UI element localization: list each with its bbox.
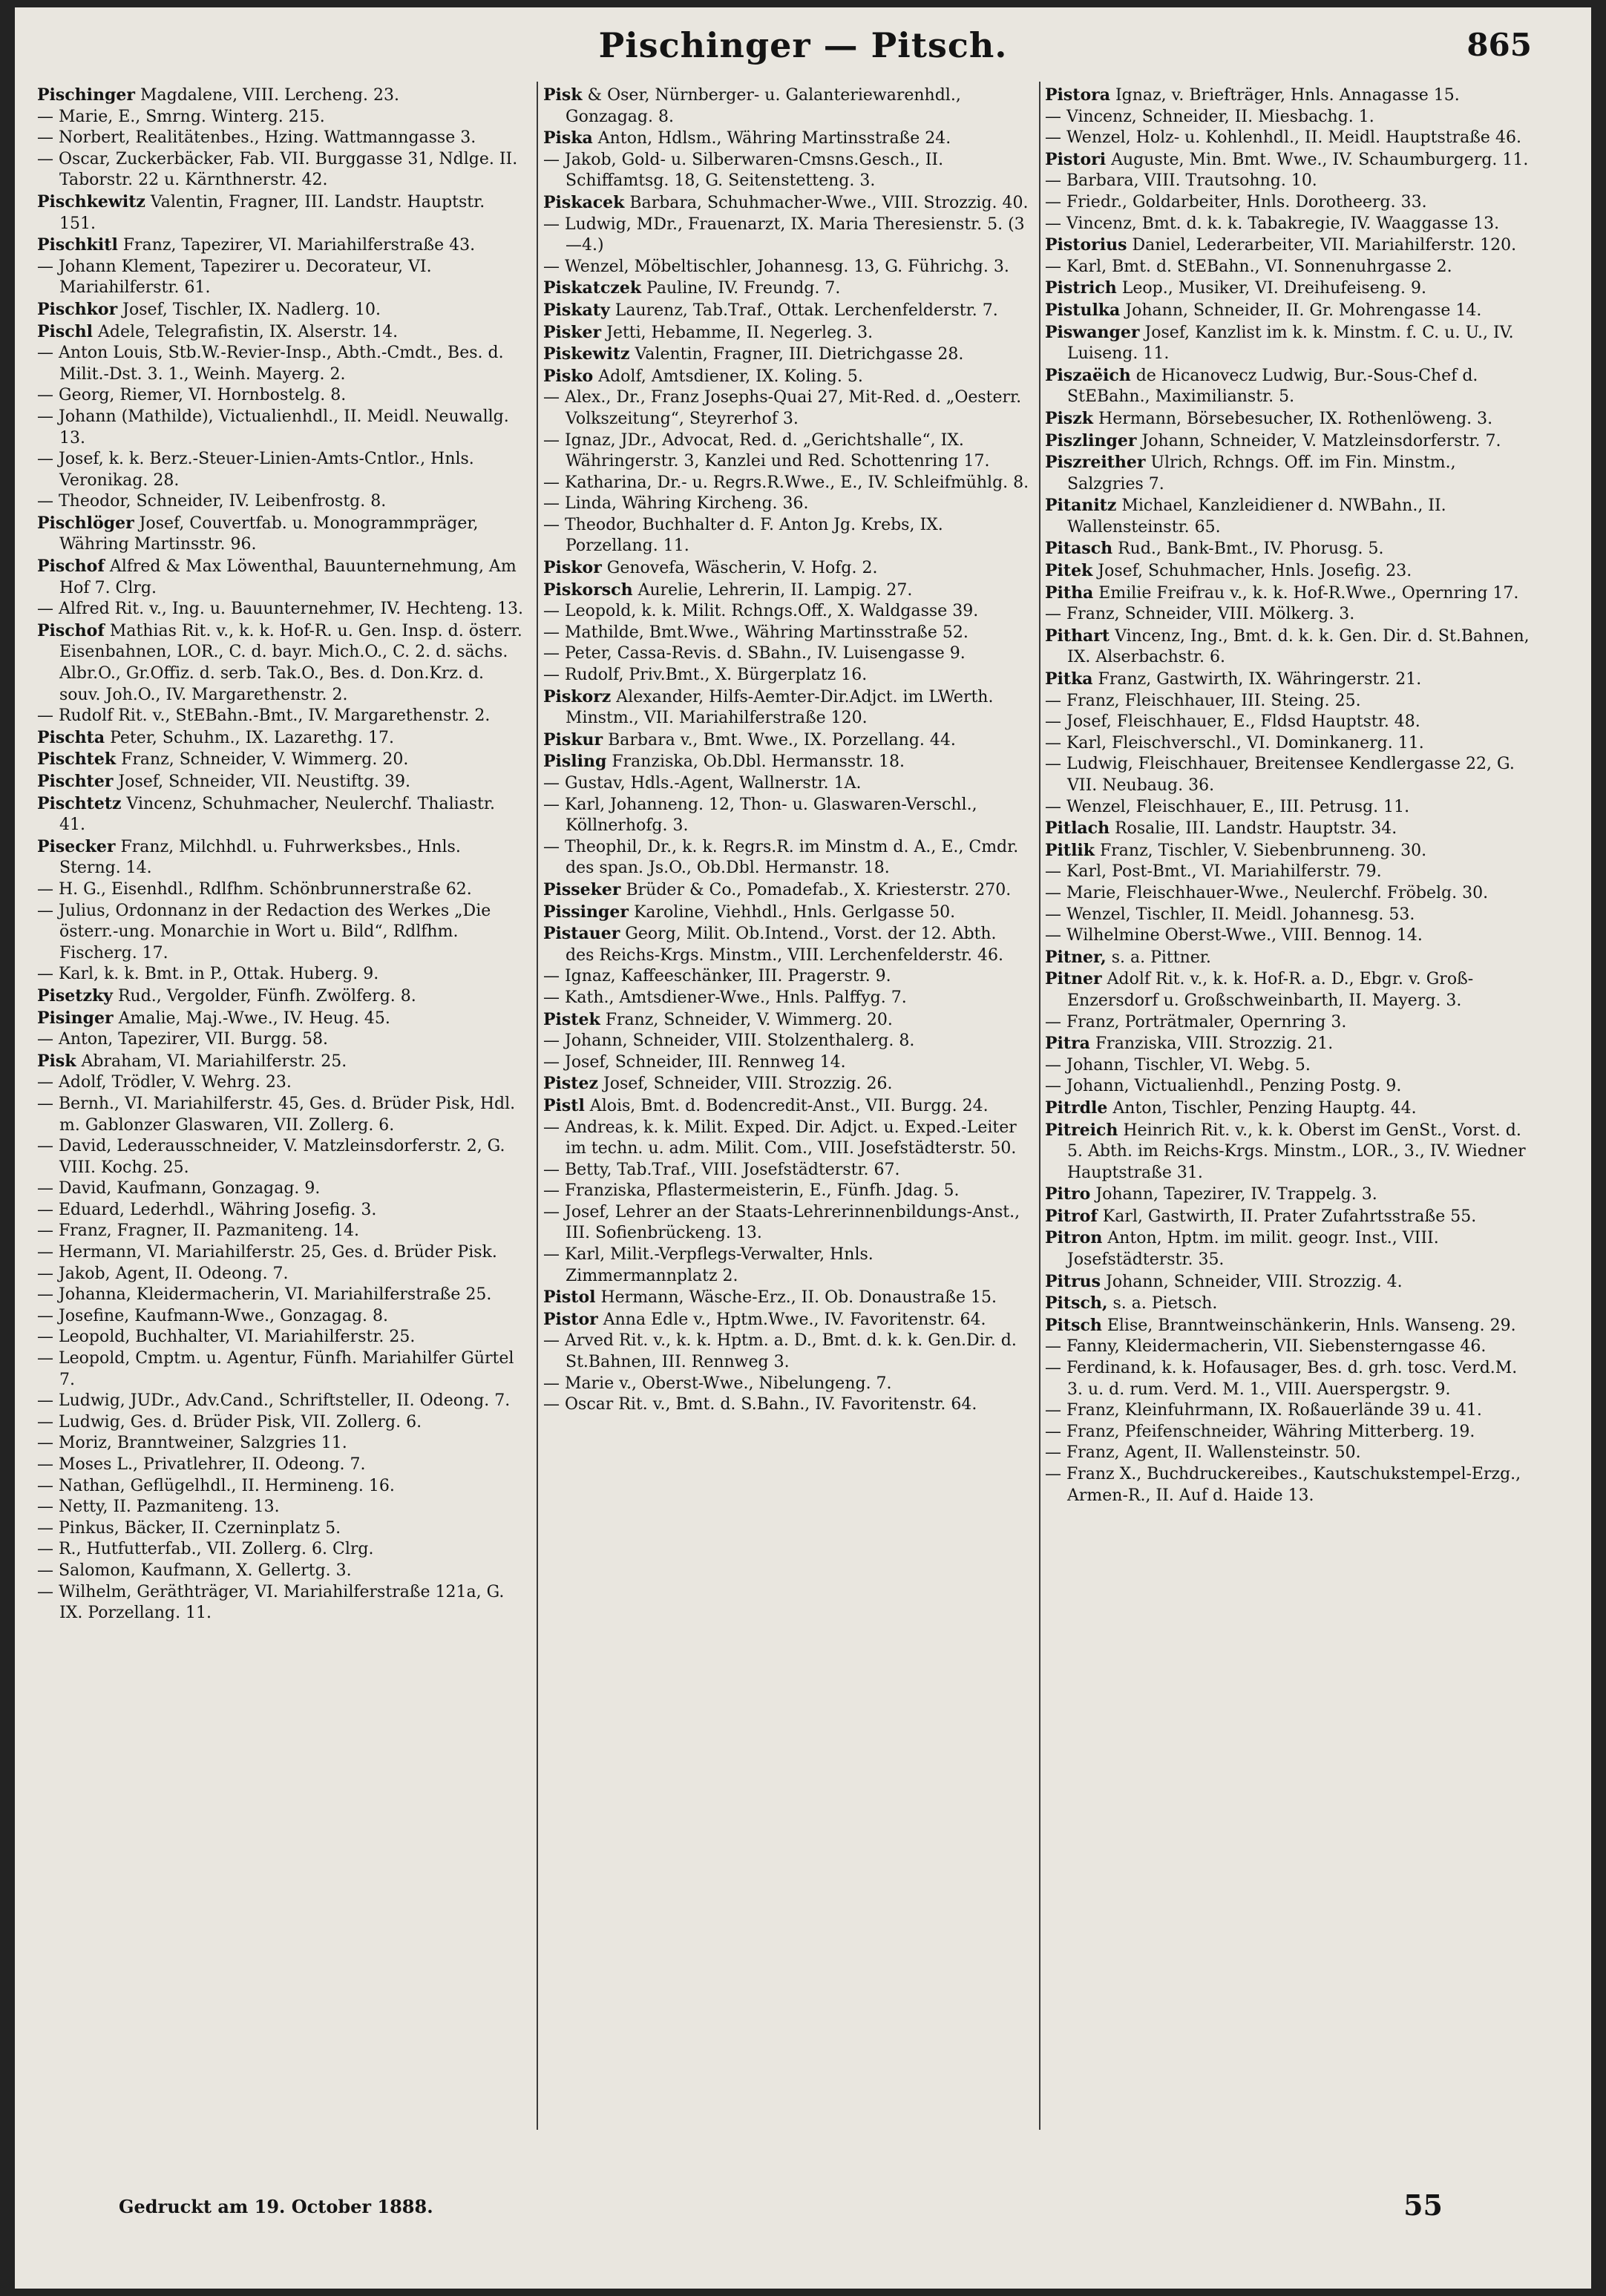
directory-entry: Pitrus Johann, Schneider, VIII. Strozzig. 4. <box>1045 1271 1403 1291</box>
directory-entry: — Ludwig, Ges. d. Brüder Pisk, VII. Zollerg. 6. <box>37 1412 422 1431</box>
directory-entry: Pistulka Johann, Schneider, II. Gr. Mohrengasse 14. <box>1045 300 1482 320</box>
entry-headword: Piskorz <box>543 686 612 706</box>
signature-mark: 55 <box>1403 2188 1443 2222</box>
directory-entry: — Franz, Fleischhauer, III. Steing. 25. <box>1045 691 1361 710</box>
entry-headword: Pistl <box>543 1095 585 1115</box>
page-header <box>59 21 1547 73</box>
directory-entry: — Oscar Rit. v., Bmt. d. S.Bahn., IV. Favoritenstr. 64. <box>543 1395 977 1414</box>
entry-headword: Pistrich <box>1045 278 1117 298</box>
directory-entry: Pitron Anton, Hptm. im milit. geogr. Inst., VIII. Josefstädterstr. 35. <box>1045 1228 1439 1270</box>
entry-headword: Pisetzky <box>37 985 113 1006</box>
entry-headword: Pischinger <box>37 85 135 105</box>
directory-entry: — Rudolf Rit. v., StEBahn.-Bmt., IV. Margarethenstr. 2. <box>37 706 491 726</box>
directory-entry: — Karl, Post-Bmt., VI. Mariahilferstr. 79. <box>1045 862 1382 882</box>
directory-entry: — Marie, E., Smrng. Winterg. 215. <box>37 107 325 126</box>
entry-headword: Pisecker <box>37 836 116 856</box>
entry-headword: Piskorsch <box>543 580 633 600</box>
directory-entry: — Ignaz, JDr., Advocat, Red. d. „Gerichtshalle“, IX. Währingerstr. 3, Kanzlei und Red. Schottenring 17. <box>543 430 990 471</box>
directory-entry: Pitner Adolf Rit. v., k. k. Hof-R. a. D., Ebgr. v. Groß-Enzersdorf u. Großschweinbarth, II. Mayerg. 3. <box>1045 969 1474 1010</box>
entry-headword: Pisko <box>543 366 594 386</box>
directory-entry: — Julius, Ordonnanz in der Redaction des Werkes „Die österr.-ung. Monarchie in Wort u. Bild“, Rdlfhm. Fischerg. 17. <box>37 901 491 962</box>
column-left <box>37 85 523 2162</box>
entry-headword: Pischof <box>37 557 105 577</box>
directory-entry: — Andreas, k. k. Milit. Exped. Dir. Adjct. u. Exped.-Leiter im techn. u. adm. Milit. Com., VIII. Josefstädterstr. 50. <box>543 1118 1017 1158</box>
entry-headword: Pitron <box>1045 1228 1103 1248</box>
directory-entry: — Johann, Tischler, VI. Webg. 5. <box>1045 1055 1311 1075</box>
running-head: Pischinger — Pitsch. <box>598 25 1008 65</box>
directory-entry: Pistora Ignaz, v. Briefträger, Hnls. Annagasse 15. <box>1045 85 1460 105</box>
directory-entry: — Anton, Tapezirer, VII. Burgg. 58. <box>37 1030 328 1049</box>
entry-headword: Piskor <box>543 558 602 578</box>
directory-entry: — Kath., Amtsdiener-Wwe., Hnls. Palffyg. 7. <box>543 988 907 1007</box>
entry-headword: Pitanitz <box>1045 496 1117 516</box>
entry-headword: Pisker <box>543 322 602 342</box>
directory-entry: — Wenzel, Tischler, II. Meidl. Johannesg. 53. <box>1045 905 1415 924</box>
directory-entry: Piska Anton, Hdlsm., Währing Martinsstraße 24. <box>543 128 951 148</box>
page-number: 865 <box>1466 27 1532 63</box>
directory-entry: Pisko Adolf, Amtsdiener, IX. Koling. 5. <box>543 366 863 386</box>
entry-headword: Piszk <box>1045 408 1094 428</box>
directory-entry: Pisseker Brüder & Co., Pomadefab., X. Kriesterstr. 270. <box>543 879 1012 899</box>
directory-entry: Piskewitz Valentin, Fragner, III. Dietrichgasse 28. <box>543 344 964 364</box>
directory-entry: Piszaëich de Hicanovecz Ludwig, Bur.-Sous-Chef d. StEBahn., Maximilianstr. 5. <box>1045 365 1478 407</box>
entry-headword: Pitner, <box>1045 947 1107 967</box>
directory-entry: Piskur Barbara v., Bmt. Wwe., IX. Porzellang. 44. <box>543 729 956 750</box>
directory-entry: — Jakob, Agent, II. Odeong. 7. <box>37 1264 289 1283</box>
directory-entry: — David, Lederausschneider, V. Matzleinsdorferstr. 2, G. VIII. Kochg. 25. <box>37 1137 505 1177</box>
directory-entry: Pitreich Heinrich Rit. v., k. k. Oberst im GenSt., Vorst. d. 5. Abth. im Reichs-Krgs. Minstm., LOR., 3., IV. Wiedner Hauptstraße 31. <box>1045 1120 1526 1182</box>
directory-entry: Pischtetz Vincenz, Schuhmacher, Neulerchf. Thaliastr. 41. <box>37 793 495 835</box>
entry-headword: Pistor <box>543 1309 598 1329</box>
directory-entry: — Moriz, Branntweiner, Salzgries 11. <box>37 1434 347 1453</box>
directory-entry: Pitek Josef, Schuhmacher, Hnls. Josefig. 23. <box>1045 561 1412 581</box>
directory-entry: — Leopold, Cmptm. u. Agentur, Fünfh. Mariahilfer Gürtel 7. <box>37 1349 514 1389</box>
entry-headword: Pitrof <box>1045 1206 1098 1226</box>
entry-headword: Pissinger <box>543 902 629 922</box>
entry-headword: Pitek <box>1045 561 1093 581</box>
directory-entry: Pitsch Elise, Branntweinschänkerin, Hnls. Wanseng. 29. <box>1045 1315 1516 1335</box>
directory-entry: — Karl, Johanneng. 12, Thon- u. Glaswaren-Verschl., Köllnerhofg. 3. <box>543 795 977 836</box>
entry-headword: Pischtek <box>37 750 117 770</box>
directory-entry: — Moses L., Privatlehrer, II. Odeong. 7. <box>37 1455 366 1474</box>
entry-headword: Piskaty <box>543 300 610 320</box>
entry-headword: Pischl <box>37 321 94 341</box>
directory-entry: Pitsch, s. a. Pietsch. <box>1045 1293 1218 1313</box>
entry-headword: Pistez <box>543 1074 598 1094</box>
entry-headword: Pistori <box>1045 149 1107 169</box>
directory-entry: Pitner, s. a. Pittner. <box>1045 947 1211 967</box>
directory-entry: Pitanitz Michael, Kanzleidiener d. NWBahn., II. Wallensteinstr. 65. <box>1045 496 1446 537</box>
directory-entry: Pischof Mathias Rit. v., k. k. Hof-R. u. Gen. Insp. d. österr. Eisenbahnen, LOR., C. d. bayr. Mich.O., C. 2. d. sächs. Albr.O., Gr.Offiz. d. serb. Tak.O., Bes. d. Don.Krz. d. souv. Joh.O., IV. Margarethenstr. 2. <box>37 620 522 704</box>
directory-entry: Pischkitl Franz, Tapezirer, VI. Mariahilferstraße 43. <box>37 235 476 255</box>
directory-entry: Piskacek Barbara, Schuhmacher-Wwe., VIII. Strozzig. 40. <box>543 192 1029 212</box>
directory-entry: Pisk Abraham, VI. Mariahilferstr. 25. <box>37 1051 347 1071</box>
entry-headword: Pitrdle <box>1045 1098 1108 1118</box>
directory-entry: — Rudolf, Priv.Bmt., X. Bürgerplatz 16. <box>543 666 868 685</box>
directory-entry: — Jakob, Gold- u. Silberwaren-Cmsns.Gesch., II. Schiffamtsg. 18, G. Seitenstetteng. 3. <box>543 150 944 191</box>
directory-entry: Pitasch Rud., Bank-Bmt., IV. Phorusg. 5. <box>1045 539 1384 559</box>
directory-entry: — Josef, Schneider, III. Rennweg 14. <box>543 1052 846 1072</box>
directory-entry: — Ignaz, Kaffeeschänker, III. Pragerstr. 9. <box>543 967 891 986</box>
entry-headword: Pitlik <box>1045 840 1095 860</box>
entry-headword: Piskur <box>543 729 603 750</box>
directory-entry: — Wenzel, Holz- u. Kohlenhdl., II. Meidl. Hauptstraße 46. <box>1045 128 1521 148</box>
directory-page <box>15 7 1591 2289</box>
directory-entry: Pitrof Karl, Gastwirth, II. Prater Zufahrtsstraße 55. <box>1045 1206 1477 1226</box>
directory-entry: Pistori Auguste, Min. Bmt. Wwe., IV. Schaumburgerg. 11. <box>1045 149 1529 169</box>
directory-entry: Pisling Franziska, Ob.Dbl. Hermansstr. 18. <box>543 752 905 772</box>
directory-entry: — Eduard, Lederhdl., Währing Josefig. 3. <box>37 1200 377 1219</box>
entry-headword: Pischof <box>37 620 105 640</box>
directory-entry: — Franziska, Pflastermeisterin, E., Fünfh. Jdag. 5. <box>543 1181 960 1201</box>
directory-entry: — Franz, Porträtmaler, Opernring 3. <box>1045 1012 1347 1031</box>
entry-headword: Pitka <box>1045 669 1093 689</box>
directory-entry: — Franz X., Buchdruckereibes., Kautschukstempel-Erzg., Armen-R., II. Auf d. Haide 13. <box>1045 1465 1521 1505</box>
directory-entry: Pischkor Josef, Tischler, IX. Nadlerg. 10. <box>37 299 381 319</box>
entry-headword: Pisk <box>543 85 583 105</box>
directory-entry: — Karl, k. k. Bmt. in P., Ottak. Huberg. 9. <box>37 965 379 984</box>
directory-entry: Pissinger Karoline, Viehhdl., Hnls. Gerlgasse 50. <box>543 902 956 922</box>
entry-headword: Pistorius <box>1045 235 1127 255</box>
directory-entry: — Adolf, Trödler, V. Wehrg. 23. <box>37 1073 292 1092</box>
directory-entry: — Wilhelm, Geräthträger, VI. Mariahilferstraße 121a, G. IX. Porzellang. 11. <box>37 1582 505 1623</box>
entry-headword: Pischkor <box>37 299 118 319</box>
directory-entry: Pistl Alois, Bmt. d. Bodencredit-Anst., VII. Burgg. 24. <box>543 1095 989 1115</box>
entry-headword: Pitlach <box>1045 819 1110 839</box>
directory-entry: — Hermann, VI. Mariahilferstr. 25, Ges. d. Brüder Pisk. <box>37 1243 497 1262</box>
directory-entry: Pistez Josef, Schneider, VIII. Strozzig. 26. <box>543 1074 893 1094</box>
directory-entry: — Arved Rit. v., k. k. Hptm. a. D., Bmt. d. k. k. Gen.Dir. d. St.Bahnen, III. Rennweg 3. <box>543 1331 1017 1372</box>
entry-headword: Pischlöger <box>37 513 134 533</box>
print-date: Gedruckt am 19. October 1888. <box>119 2196 433 2217</box>
directory-entry: — Pinkus, Bäcker, II. Czerninplatz 5. <box>37 1518 341 1538</box>
directory-entry: — Leopold, Buchhalter, VI. Mariahilferstr. 25. <box>37 1328 416 1347</box>
directory-entry: — Franz, Kleinfuhrmann, IX. Roßauerlände 39 u. 41. <box>1045 1401 1482 1420</box>
directory-entry: Pisetzky Rud., Vergolder, Fünfh. Zwölferg. 8. <box>37 985 416 1006</box>
entry-headword: Pitreich <box>1045 1120 1118 1140</box>
entry-headword: Pischkewitz <box>37 191 145 211</box>
directory-entry: — Friedr., Goldarbeiter, Hnls. Dorotheerg. 33. <box>1045 192 1427 211</box>
directory-entry: — Franz, Fragner, II. Pazmaniteng. 14. <box>37 1221 360 1241</box>
directory-entry: Pitra Franziska, VIII. Strozzig. 21. <box>1045 1034 1334 1054</box>
entry-headword: Pistora <box>1045 85 1110 105</box>
directory-entry: Piskorz Alexander, Hilfs-Aemter-Dir.Adjct. im LWerth. Minstm., VII. Mariahilferstraße 120. <box>543 686 994 728</box>
directory-entry: — Johann, Schneider, VIII. Stolzenthalerg. 8. <box>543 1031 915 1051</box>
directory-entry: — Ferdinand, k. k. Hofausager, Bes. d. grh. tosc. Verd.M. 3. u. d. rum. Verd. M. 1., VIII. Auerspergstr. 9. <box>1045 1359 1518 1399</box>
directory-entry: Piskorsch Aurelie, Lehrerin, II. Lampig. 27. <box>543 580 913 600</box>
entry-headword: Piskewitz <box>543 344 630 364</box>
directory-entry: — Josef, k. k. Berz.-Steuer-Linien-Amts-Cntlor., Hnls. Veronikag. 28. <box>37 450 474 490</box>
directory-entry: — Linda, Währing Kircheng. 36. <box>543 494 809 514</box>
directory-entry: Pischl Adele, Telegrafistin, IX. Alserstr. 14. <box>37 321 399 341</box>
directory-entry: Pithart Vincenz, Ing., Bmt. d. k. k. Gen. Dir. d. St.Bahnen, IX. Alserbachstr. 6. <box>1045 626 1530 667</box>
column-middle <box>543 85 1029 2162</box>
directory-entry: — Franz, Schneider, VIII. Mölkerg. 3. <box>1045 605 1355 624</box>
entry-headword: Pitner <box>1045 969 1102 989</box>
directory-entry: — Josef, Fleischhauer, E., Fldsd Hauptstr. 48. <box>1045 712 1420 732</box>
directory-entry: Piskor Genovefa, Wäscherin, V. Hofg. 2. <box>543 558 878 578</box>
directory-entry: — Leopold, k. k. Milit. Rchngs.Off., X. Waldgasse 39. <box>543 602 979 621</box>
directory-entry: — Wenzel, Fleischhauer, E., III. Petrusg. 11. <box>1045 797 1410 816</box>
entry-headword: Piszreither <box>1045 453 1146 473</box>
entry-headword: Pithart <box>1045 626 1110 646</box>
directory-entry: — Karl, Bmt. d. StEBahn., VI. Sonnenuhrgasse 2. <box>1045 257 1452 276</box>
directory-entry: — Marie, Fleischhauer-Wwe., Neulerchf. Fröbelg. 30. <box>1045 883 1489 902</box>
entry-headword: Piszaëich <box>1045 365 1131 385</box>
directory-entry: Pitrdle Anton, Tischler, Penzing Hauptg. 44. <box>1045 1098 1417 1118</box>
column-rule <box>1039 82 1040 2130</box>
directory-entry: — Karl, Milit.-Verpflegs-Verwalter, Hnls. Zimmermannplatz 2. <box>543 1245 874 1285</box>
directory-entry: — Franz, Agent, II. Wallensteinstr. 50. <box>1045 1443 1361 1463</box>
directory-entry: — Peter, Cassa-Revis. d. SBahn., IV. Luisengasse 9. <box>543 644 966 663</box>
directory-entry: Piszreither Ulrich, Rchngs. Off. im Fin. Minstm., Salzgries 7. <box>1045 453 1456 493</box>
entry-headword: Pisinger <box>37 1008 114 1028</box>
directory-entry: — Franz, Pfeifenschneider, Währing Mitterberg. 19. <box>1045 1422 1475 1441</box>
column-rule <box>537 82 538 2130</box>
directory-entry: — Ludwig, Fleischhauer, Breitensee Kendlergasse 22, G. VII. Neubaug. 36. <box>1045 755 1515 795</box>
directory-entry: Pistauer Georg, Milit. Ob.Intend., Vorst. der 12. Abth. des Reichs-Krgs. Minstm., VIII. Lerchenfelderstr. 46. <box>543 924 1004 965</box>
directory-entry: Pisker Jetti, Hebamme, II. Negerleg. 3. <box>543 322 874 342</box>
directory-entry: Pitro Johann, Tapezirer, IV. Trappelg. 3. <box>1045 1184 1377 1204</box>
entry-headword: Piskatczek <box>543 278 642 298</box>
entry-headword: Pistauer <box>543 924 620 944</box>
directory-entry: Piskatczek Pauline, IV. Freundg. 7. <box>543 278 841 298</box>
column-right <box>1045 85 1531 2162</box>
directory-entry: — Johanna, Kleidermacherin, VI. Mariahilferstraße 25. <box>37 1285 492 1305</box>
directory-entry: Pischtek Franz, Schneider, V. Wimmerg. 20. <box>37 750 409 770</box>
directory-entry: — H. G., Eisenhdl., Rdlfhm. Schönbrunnerstraße 62. <box>37 879 472 899</box>
directory-entry: Pistor Anna Edle v., Hptm.Wwe., IV. Favoritenstr. 64. <box>543 1309 986 1329</box>
directory-entry: — Vincenz, Bmt. d. k. k. Tabakregie, IV. Waaggasse 13. <box>1045 214 1500 233</box>
directory-entry: — Barbara, VIII. Trautsohng. 10. <box>1045 171 1317 191</box>
directory-entry: Piskaty Laurenz, Tab.Traf., Ottak. Lerchenfelderstr. 7. <box>543 300 998 320</box>
directory-entry: Pischkewitz Valentin, Fragner, III. Landstr. Hauptstr. 151. <box>37 191 485 233</box>
directory-entry: — Bernh., VI. Mariahilferstr. 45, Ges. d. Brüder Pisk, Hdl. m. Gablonzer Glaswaren, VII. Zollerg. 6. <box>37 1094 516 1135</box>
directory-entry: — Theodor, Schneider, IV. Leibenfrostg. 8. <box>37 492 387 511</box>
directory-entry: — Mathilde, Bmt.Wwe., Währing Martinsstraße 52. <box>543 623 968 642</box>
entry-headword: Piska <box>543 128 593 148</box>
directory-entry: — Vincenz, Schneider, II. Miesbachg. 1. <box>1045 107 1374 126</box>
directory-entry: Pitlik Franz, Tischler, V. Siebenbrunneng. 30. <box>1045 840 1427 860</box>
entry-headword: Pischtetz <box>37 793 122 813</box>
entry-headword: Piskacek <box>543 192 625 212</box>
directory-entry: Piszlinger Johann, Schneider, V. Matzleinsdorferstr. 7. <box>1045 430 1501 450</box>
directory-entry: — Wenzel, Möbeltischler, Johannesg. 13, G. Führichg. 3. <box>543 257 1009 276</box>
directory-entry: — Ludwig, MDr., Frauenarzt, IX. Maria Theresienstr. 5. (3—4.) <box>543 214 1025 255</box>
directory-entry: — Karl, Fleischverschl., VI. Dominkanerg. 11. <box>1045 733 1424 752</box>
directory-entry: Pitha Emilie Freifrau v., k. k. Hof-R.Wwe., Opernring 17. <box>1045 583 1519 603</box>
directory-entry: — Theodor, Buchhalter d. F. Anton Jg. Krebs, IX. Porzellang. 11. <box>543 515 943 556</box>
directory-entry: — Johann Klement, Tapezirer u. Decorateur, VI. Mariahilferstr. 61. <box>37 257 432 298</box>
entry-headword: Pitha <box>1045 583 1094 603</box>
directory-entry: — Johann, Victualienhdl., Penzing Postg. 9. <box>1045 1077 1402 1096</box>
entry-headword: Piswanger <box>1045 322 1140 342</box>
entry-headword: Pistek <box>543 1009 600 1029</box>
directory-entry: — Johann (Mathilde), Victualienhdl., II. Meidl. Neuwallg. 13. <box>37 407 509 447</box>
directory-entry: Pistol Hermann, Wäsche-Erz., II. Ob. Donaustraße 15. <box>543 1288 997 1308</box>
directory-entry: — Gustav, Hdls.-Agent, Wallnerstr. 1A. <box>543 774 862 793</box>
entry-headword: Pitasch <box>1045 539 1113 559</box>
directory-entry: Pischinger Magdalene, VIII. Lercheng. 23. <box>37 85 399 105</box>
directory-entry: Pitka Franz, Gastwirth, IX. Währingerstr. 21. <box>1045 669 1422 689</box>
directory-entry: — Wilhelmine Oberst-Wwe., VIII. Bennog. 14. <box>1045 926 1423 945</box>
directory-entry: Pitlach Rosalie, III. Landstr. Hauptstr. 34. <box>1045 819 1397 839</box>
directory-entry: — Marie v., Oberst-Wwe., Nibelungeng. 7. <box>543 1374 892 1393</box>
directory-entry: — Salomon, Kaufmann, X. Gellertg. 3. <box>37 1561 352 1580</box>
entry-headword: Pistulka <box>1045 300 1121 320</box>
directory-entry: — Ludwig, JUDr., Adv.Cand., Schriftsteller, II. Odeong. 7. <box>37 1391 511 1411</box>
entry-headword: Pistol <box>543 1288 596 1308</box>
directory-entry: — Theophil, Dr., k. k. Regrs.R. im Minstm d. A., E., Cmdr. des span. Js.O., Ob.Dbl. Hermanstr. 18. <box>543 837 1019 878</box>
directory-entry: Pisinger Amalie, Maj.-Wwe., IV. Heug. 45. <box>37 1008 390 1028</box>
entry-headword: Pisk <box>37 1051 76 1071</box>
directory-entry: Pischlöger Josef, Couvertfab. u. Monogrammpräger, Währing Martinsstr. 96. <box>37 513 479 554</box>
entry-headword: Pitrus <box>1045 1271 1101 1291</box>
directory-entry: — Josef, Lehrer an der Staats-Lehrerinnenbildungs-Anst., III. Sofienbrückeng. 13. <box>543 1202 1020 1243</box>
entry-headword: Pisseker <box>543 879 621 899</box>
entry-headword: Pischkitl <box>37 235 118 255</box>
directory-entry: — R., Hutfutterfab., VII. Zollerg. 6. Clrg. <box>37 1540 374 1559</box>
directory-entry: — Fanny, Kleidermacherin, VII. Siebensterngasse 46. <box>1045 1337 1487 1357</box>
entry-headword: Pitsch <box>1045 1315 1102 1335</box>
entry-headword: Piszlinger <box>1045 430 1137 450</box>
entry-headword: Pitro <box>1045 1184 1091 1204</box>
directory-entry: Pisk & Oser, Nürnberger- u. Galanteriewarenhdl., Gonzagag. 8. <box>543 85 961 126</box>
entry-headword: Pischter <box>37 772 114 791</box>
directory-entry: Pistek Franz, Schneider, V. Wimmerg. 20. <box>543 1009 893 1029</box>
directory-entry: — Netty, II. Pazmaniteng. 13. <box>37 1498 280 1517</box>
entry-headword: Pitra <box>1045 1034 1090 1054</box>
directory-entry: Piswanger Josef, Kanzlist im k. k. Minstm. f. C. u. U., IV. Luiseng. 11. <box>1045 322 1514 364</box>
directory-entry: — Katharina, Dr.- u. Regrs.R.Wwe., E., IV. Schleifmühlg. 8. <box>543 473 1029 492</box>
directory-entry: — Oscar, Zuckerbäcker, Fab. VII. Burggasse 31, Ndlge. II. Taborstr. 22 u. Kärnthnerstr. 42. <box>37 149 518 190</box>
directory-entry: — Betty, Tab.Traf., VIII. Josefstädterstr. 67. <box>543 1160 900 1179</box>
entry-headword: Pischta <box>37 727 105 747</box>
directory-entry: Pischter Josef, Schneider, VII. Neustiftg. 39. <box>37 772 411 791</box>
directory-entry: — David, Kaufmann, Gonzagag. 9. <box>37 1179 321 1198</box>
directory-entry: — Alex., Dr., Franz Josephs-Quai 27, Mit-Red. d. „Oesterr. Volkszeitung“, Steyrerhof 3. <box>543 388 1022 428</box>
directory-entry: — Nathan, Geflügelhdl., II. Hermineng. 16. <box>37 1476 395 1495</box>
directory-entry: — Alfred Rit. v., Ing. u. Bauunternehmer, IV. Hechteng. 13. <box>37 600 523 619</box>
directory-entry: Pischof Alfred & Max Löwenthal, Bauunternehmung, Am Hof 7. Clrg. <box>37 557 517 597</box>
directory-entry: Pischta Peter, Schuhm., IX. Lazarethg. 17. <box>37 727 394 747</box>
page-footer <box>45 2185 1561 2230</box>
directory-entry: — Anton Louis, Stb.W.-Revier-Insp., Abth.-Cmdt., Bes. d. Milit.-Dst. 3. 1., Weinh. Mayerg. 2. <box>37 344 504 384</box>
directory-entry: Piszk Hermann, Börsebesucher, IX. Rothenlöweng. 3. <box>1045 408 1493 428</box>
directory-entry: Pisecker Franz, Milchhdl. u. Fuhrwerksbes., Hnls. Sterng. 14. <box>37 836 461 878</box>
entry-headword: Pisling <box>543 752 607 772</box>
directory-entry: — Norbert, Realitätenbes., Hzing. Wattmanngasse 3. <box>37 128 476 148</box>
directory-entry: Pistrich Leop., Musiker, VI. Dreihufeiseng. 9. <box>1045 278 1427 298</box>
directory-entry: Pistorius Daniel, Lederarbeiter, VII. Mariahilferstr. 120. <box>1045 235 1517 255</box>
entry-headword: Pitsch, <box>1045 1293 1108 1313</box>
directory-entry: — Georg, Riemer, VI. Hornbostelg. 8. <box>37 386 347 405</box>
directory-entry: — Josefine, Kaufmann-Wwe., Gonzagag. 8. <box>37 1306 389 1325</box>
